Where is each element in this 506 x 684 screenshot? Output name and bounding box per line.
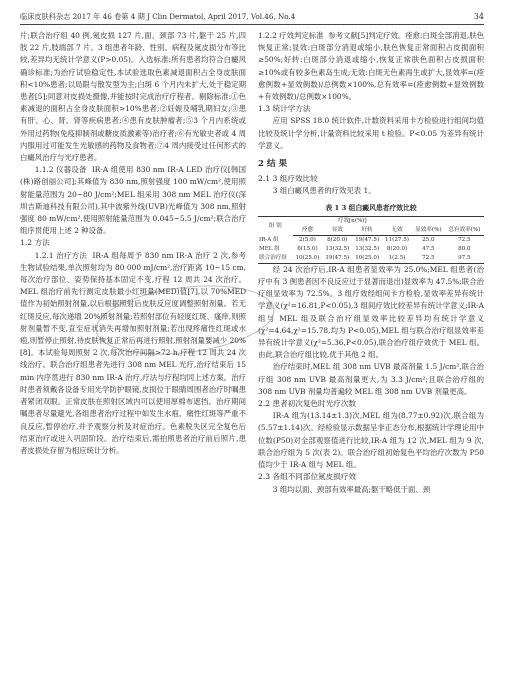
- section-heading: 1.2.2 疗效判定标准: [258, 31, 324, 40]
- column-header: 总有效率(%): [445, 226, 484, 236]
- column-header: [412, 216, 445, 226]
- paragraph: [258, 30, 484, 103]
- paragraph-text: IR-A 组每周予 830 nm IR-A 治疗 2 次,参考生物试验结果,单次照射均为 80 000 mJ/cm²,治疗距离 10~15 cm,每次治疗部位、姿势保持基本固定不变,疗程 12 周共 24 次治疗。MEL 组治疗前先行测定皮肤最小红斑量(MED)值[7],以 70%MED 值作为初始照射剂量,以后根据照射后皮肤反应度调整照射剂量。若无红斑反应,每次递增 20%照射剂量;若照射部位有轻度红斑、瘙痒,则照射剂量暂不变,直至症状消失再增加照射剂量;若出现疼痛性红斑或水疱,则暂停止照射,待皮肤恢复正常后再进行照射,照射剂量要减少 20%[8]。本试验每周照射 2 次,每次治疗间隔>72 h,疗程 12 周共 24 次线治疗。联合治疗组患者先进行 308 nm MEL 光疗,治疗结束后 15 min 内序贯进行 830 nm IR-A 治疗,疗法与疗程均同上述方案。治疗时患者须戴各设备专用光学防护眼镜,皮损位于眼睛周围者治疗时嘱患者紧闭双眼。正常皮肤在照射区域内可以使用厚棉布遮挡。治疗期间嘱患者尽量避光,各组患者治疗过程中如发生水疱、痛性红斑等严重不良反应,暂停治疗,并予观察分析及对症治疗。色素脱失区完全复色后结束治疗或进入巩固阶段。治疗结束后,需拍照患者治疗前后照片,患者皮损处存留为相应统计分析。: [20, 250, 247, 455]
- section-heading: 1.2 方法: [20, 238, 50, 248]
- section-heading: 1.3 统计学方法: [258, 104, 311, 114]
- table-cell: 10(25.0): [293, 254, 323, 264]
- paragraph: 应用 SPSS 18.0 统计软件,计数资料采用卡方检验进行组间均值比较及统计学分析,计量资料比较采用 t 检验。P<0.05 为差异有统计学意义。: [258, 116, 484, 150]
- left-column: [20, 30, 246, 457]
- table-cell: 19(47.5): [355, 236, 380, 243]
- section-heading: 2.2 患者初次复色时光疗次数: [258, 399, 357, 409]
- table-cell: 2(5.0): [299, 236, 316, 243]
- table-row: [258, 245, 484, 254]
- paragraph: 治疗结束时,MEL 组 308 nm UVB 最高剂量 1.5 J/cm²,联合治疗组 308 nm UVB 最高剂量更大,为 3.3 J/cm²;且联合治疗组的 308 nm UVB 剂量均普遍较 MEL 组 308 nm UVB 剂量更高。: [258, 362, 484, 396]
- table-cell: 11(27.5): [385, 236, 409, 243]
- section-heading: 2.1 3 组疗效比较: [258, 174, 318, 184]
- running-header: [20, 12, 484, 24]
- column-header: 痊愈: [293, 226, 323, 236]
- table-cell: 13(32.5): [355, 245, 380, 252]
- table-cell: 13(32.5): [325, 245, 350, 252]
- paragraph: 片;联合治疗组 40 例,氪皮损 127 片,面、颈部 73 片,躯干 25 片,四肢 22 片,肢端部 7 片。3 组患者年龄、性别、病程及氪皮损分布等比较,差异均无统计学意义(P>0.05)。入选标准:所有患者均符合白癜风确诊标准;为治疗试验稳定性,本试验选取色素减退面积占全身皮肤面积<10%患者;以局限与散发型为主;白斑 6 个月内未扩大,处于稳定期患者[5];同意对皮损处摄像,并能按时完成治疗疗程者。剔除标准:①色素减退的面积占全身皮肤面积>10%患者;②妊娠及哺乳期妇女;③患有肝、心、肾、肾等疾病患者;④患有皮肤肿瘤者;⑤3 个月内系统或外用过药物(免疫抑制剂或糖皮质激素等)治疗者;⑥有光敏史者或 4 周内服用过可能发生光敏感的药物及食物者;⑦4 周内接受过任何形式的白癜风治疗与光疗患者。: [20, 31, 246, 163]
- column-header: 显效: [322, 226, 352, 236]
- effect-header: 疗效[n(%)]: [293, 216, 412, 226]
- table-cell: MEL 组: [259, 245, 280, 252]
- header-rule: [20, 24, 484, 25]
- paragraph-text: 参考文献[5]判定疗效。痊愈:白斑全部消退,肤色恢复正常;显效:白斑部分消退或缩小,肤色恢复正常面积占皮损面积≥50%;好转:白斑部分消退或缩小,恢复正常肤色面积占皮损面积≥10%或有较多色素岛生成;无效:白斑无色素再生或扩大,显效率=(痊愈例数+显效例数)/总例数×100%,总有效率=(痊愈例数+显效例数+有效例数)/总例数×100%。: [258, 31, 484, 102]
- paragraph-text: IR-A 组使用 830 nm IR-A LED 治疗仪[韩国(株)路创丽公司];其峰值为 830 nm,照射强度 100 mW/cm²,使用照射能量范围为 20~80 J/cm²;MEL 组采用 308 nm MEL 治疗仪(深圳吉斯迪科技有限公司),其中波紫外线(UVB)光峰值为 308 nm,照射强度 80 mW/cm²,使用照射能量范围为 0.045~5.5 J/cm²;联合治疗组序贯使用上述 2 种设备。: [20, 165, 246, 236]
- column-header: 显效率(%): [412, 226, 445, 236]
- right-column: [258, 30, 484, 496]
- paragraph: IR-A 组为(13.14±1.3)次,MEL 组为(8.77±0.92)次,联合组为(5.57±1.14)次。经检验显示数据呈非正态分布,根据统计学理论用中位数(P50)对全部观察值进行比较,IR-A 组为 12 次,MEL 组为 9 次,联合治疗组为 5 次(表 2)。联合治疗组初始复色平均治疗次数为 P50 值均少于 IR-A 组与 MEL 组。: [258, 411, 484, 470]
- paragraph: [20, 164, 246, 237]
- table-cell: 72.5: [458, 236, 471, 243]
- table-cell: 1(2.5): [382, 254, 412, 264]
- table-cell: 6(15.0): [297, 245, 318, 252]
- table-cell: 80.0: [458, 245, 471, 252]
- table-cell: 10(25.0): [352, 254, 382, 264]
- section-heading: 1.2.1 治疗方法: [34, 250, 88, 260]
- table-cell: 72.5: [412, 254, 445, 264]
- section-heading: 2 结 果: [258, 159, 288, 170]
- group-header: 组 别: [258, 216, 293, 235]
- table-cell: 47.5: [422, 245, 435, 252]
- paragraph: 3 组白癜风患者的疗效见表 1。: [272, 186, 376, 196]
- table-cell: 25.0: [422, 236, 435, 243]
- journal-info: 临床皮肤科杂志 2017 年 46 卷第 4 期 J Clin Dermatol, April 2017, Vol.46, No.4: [20, 12, 296, 21]
- table-row: [258, 235, 484, 245]
- paragraph: [20, 250, 246, 457]
- table-subheader-row: [258, 226, 484, 236]
- column-header: 好转: [352, 226, 382, 236]
- page-number: 34: [473, 12, 484, 21]
- paragraph: 3 组均以面、颈部有效率最高;躯干略低于面、颈: [272, 484, 431, 494]
- section-heading: 2.3 各组不同部位氪皮损疗效: [258, 472, 357, 482]
- table-caption: 表 1 3 组白癜风患者疗效比较: [325, 203, 417, 212]
- table-cell: IR-A 组: [259, 236, 279, 243]
- table-cell: 8(20.0): [386, 245, 408, 252]
- results-table: [258, 216, 484, 264]
- table-cell: 19(47.5): [322, 254, 352, 264]
- section-heading: 1.1.2 仪器设备: [34, 165, 87, 175]
- column-header: [445, 216, 484, 226]
- table-row: [258, 254, 484, 264]
- table-cell: 8(20.0): [327, 236, 348, 243]
- column-header: 无效: [382, 226, 412, 236]
- table-cell: 97.5: [445, 254, 484, 264]
- paragraph: 经 24 次治疗后,IR-A 组患者显效率为 25.0%;MEL 组患者(治疗中有 3 例患者因不良反应过于显著而退出)显效率为 47.5%;联合治疗组显效率为 72.5%。3 组疗效经组间卡方检验,显效率差异有统计学意义(χ²=16.81,P<0.05),3 组间疗效比较差异有统计学意义;IR-A 组与 MEL 组及联合治疗组显效率比较差异均有统计学意义(χ²=4.64,χ²=15.78,均为 P<0.05),MEL 组与联合治疗组显效率差异有统计学意义(χ²=5.36,P<0.05),联合治疗组疗效优于 MEL 组。由此,联合治疗组比较,优于其他 2 组。: [258, 264, 484, 360]
- table-cell: 联合治疗组: [258, 254, 293, 264]
- table-header-row: [258, 216, 484, 226]
